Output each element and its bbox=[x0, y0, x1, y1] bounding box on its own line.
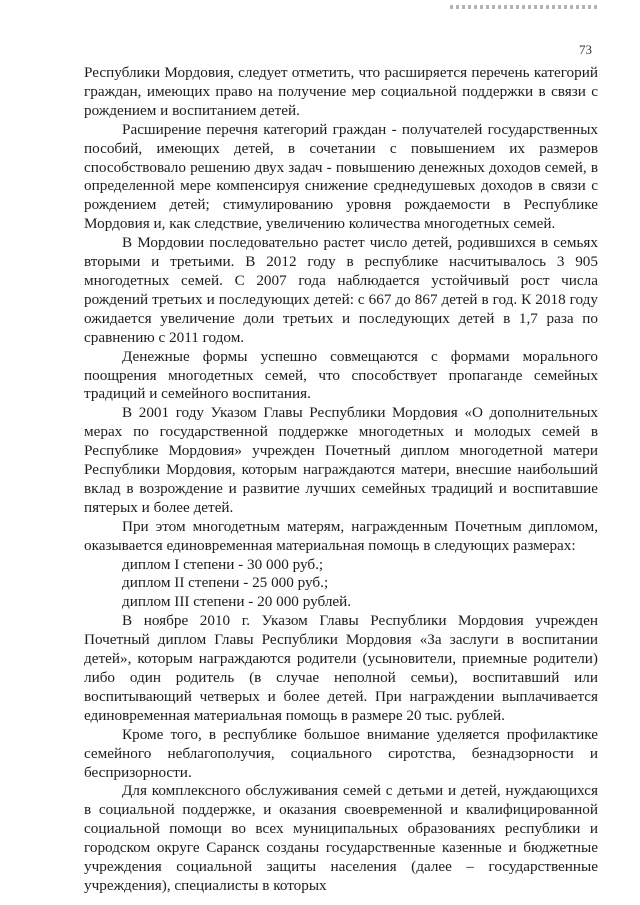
body-text bbox=[84, 64, 598, 896]
paragraph: В 2001 году Указом Главы Республики Мордовия «О дополнительных мерах по государственной поддержке многодетных и молодых семей в Республике Мордовия» учрежден Почетный диплом многодетной матери Республики Мордовия, которым награждаются матери, внесшие наибольший вклад в возрождение и развитие лучших семейных традиций и воспитавшие пятерых и более детей. bbox=[84, 404, 598, 516]
list-item: диплом I степени - 30 000 руб.; bbox=[122, 555, 324, 573]
paragraph: Республики Мордовия, следует отметить, что расширяется перечень категорий граждан, имеющих право на получение мер социальной поддержки в связи с рождением и воспитанием детей. bbox=[84, 64, 598, 119]
paragraph: Кроме того, в республике большое внимание уделяется профилактике семейного неблагополучия, социального сиротства, безнадзорности и беспризорности. bbox=[84, 725, 598, 781]
paragraph: В ноябре 2010 г. Указом Главы Республики Мордовия учрежден Почетный диплом Главы Республики Мордовия «За заслуги в воспитании детей», которым награждаются родители (усыновители, приемные родители) либо один родитель (в случае неполной семьи), воспитавший или воспитывающий четверых и более детей. При награждении выплачивается единовременная материальная помощь в размере 20 тыс. рублей. bbox=[84, 612, 598, 724]
paragraph: При этом многодетным матерям, награжденным Почетным дипломом, оказывается единовременная материальная помощь в следующих размерах: bbox=[84, 517, 598, 554]
paragraph: Денежные формы успешно совмещаются с формами морального поощрения многодетных семей, что способствует пропаганде семейных традиций и семейного воспитания. bbox=[84, 347, 598, 403]
paragraph: В Мордовии последовательно растет число детей, родившихся в семьях вторыми и третьими. В 2012 году в республике насчитывалось 3 905 многодетных семей. С 2007 года наблюдается устойчивый рост числа рождений третьих и последующих детей: с 667 до 867 детей в год. К 2018 году ожидается увеличение доли третьих и последующих детей в 1,7 раза по сравнению с 2011 годом. bbox=[84, 234, 598, 346]
list-item: диплом III степени - 20 000 рублей. bbox=[122, 593, 352, 611]
scan-artifact bbox=[450, 5, 600, 9]
paragraph: Для комплексного обслуживания семей с детьми и детей, нуждающихся в социальной поддержке, и оказания своевременной и квалифицированной социальной помощи во всех муниципальных образованиях республики и городском округе Саранск созданы государственные казенные и бюджетные учреждения социальной защиты населения (далее – государственные учреждения), специалисты в которых bbox=[84, 782, 598, 894]
paragraph: Расширение перечня категорий граждан - получателей государственных пособий, имеющих детей, в сочетании с повышением их размеров способствовало решению двух задач - повышению денежных доходов семей, в определенной мере компенсируя снижение среднедушевых доходов в связи с рождением детей; стимулированию уровня рождаемости в Республике Мордовия и, как следствие, увеличению количества многодетных семей. bbox=[84, 120, 598, 233]
list-item: диплом II степени - 25 000 руб.; bbox=[122, 574, 329, 592]
page-number: 73 bbox=[579, 42, 592, 57]
